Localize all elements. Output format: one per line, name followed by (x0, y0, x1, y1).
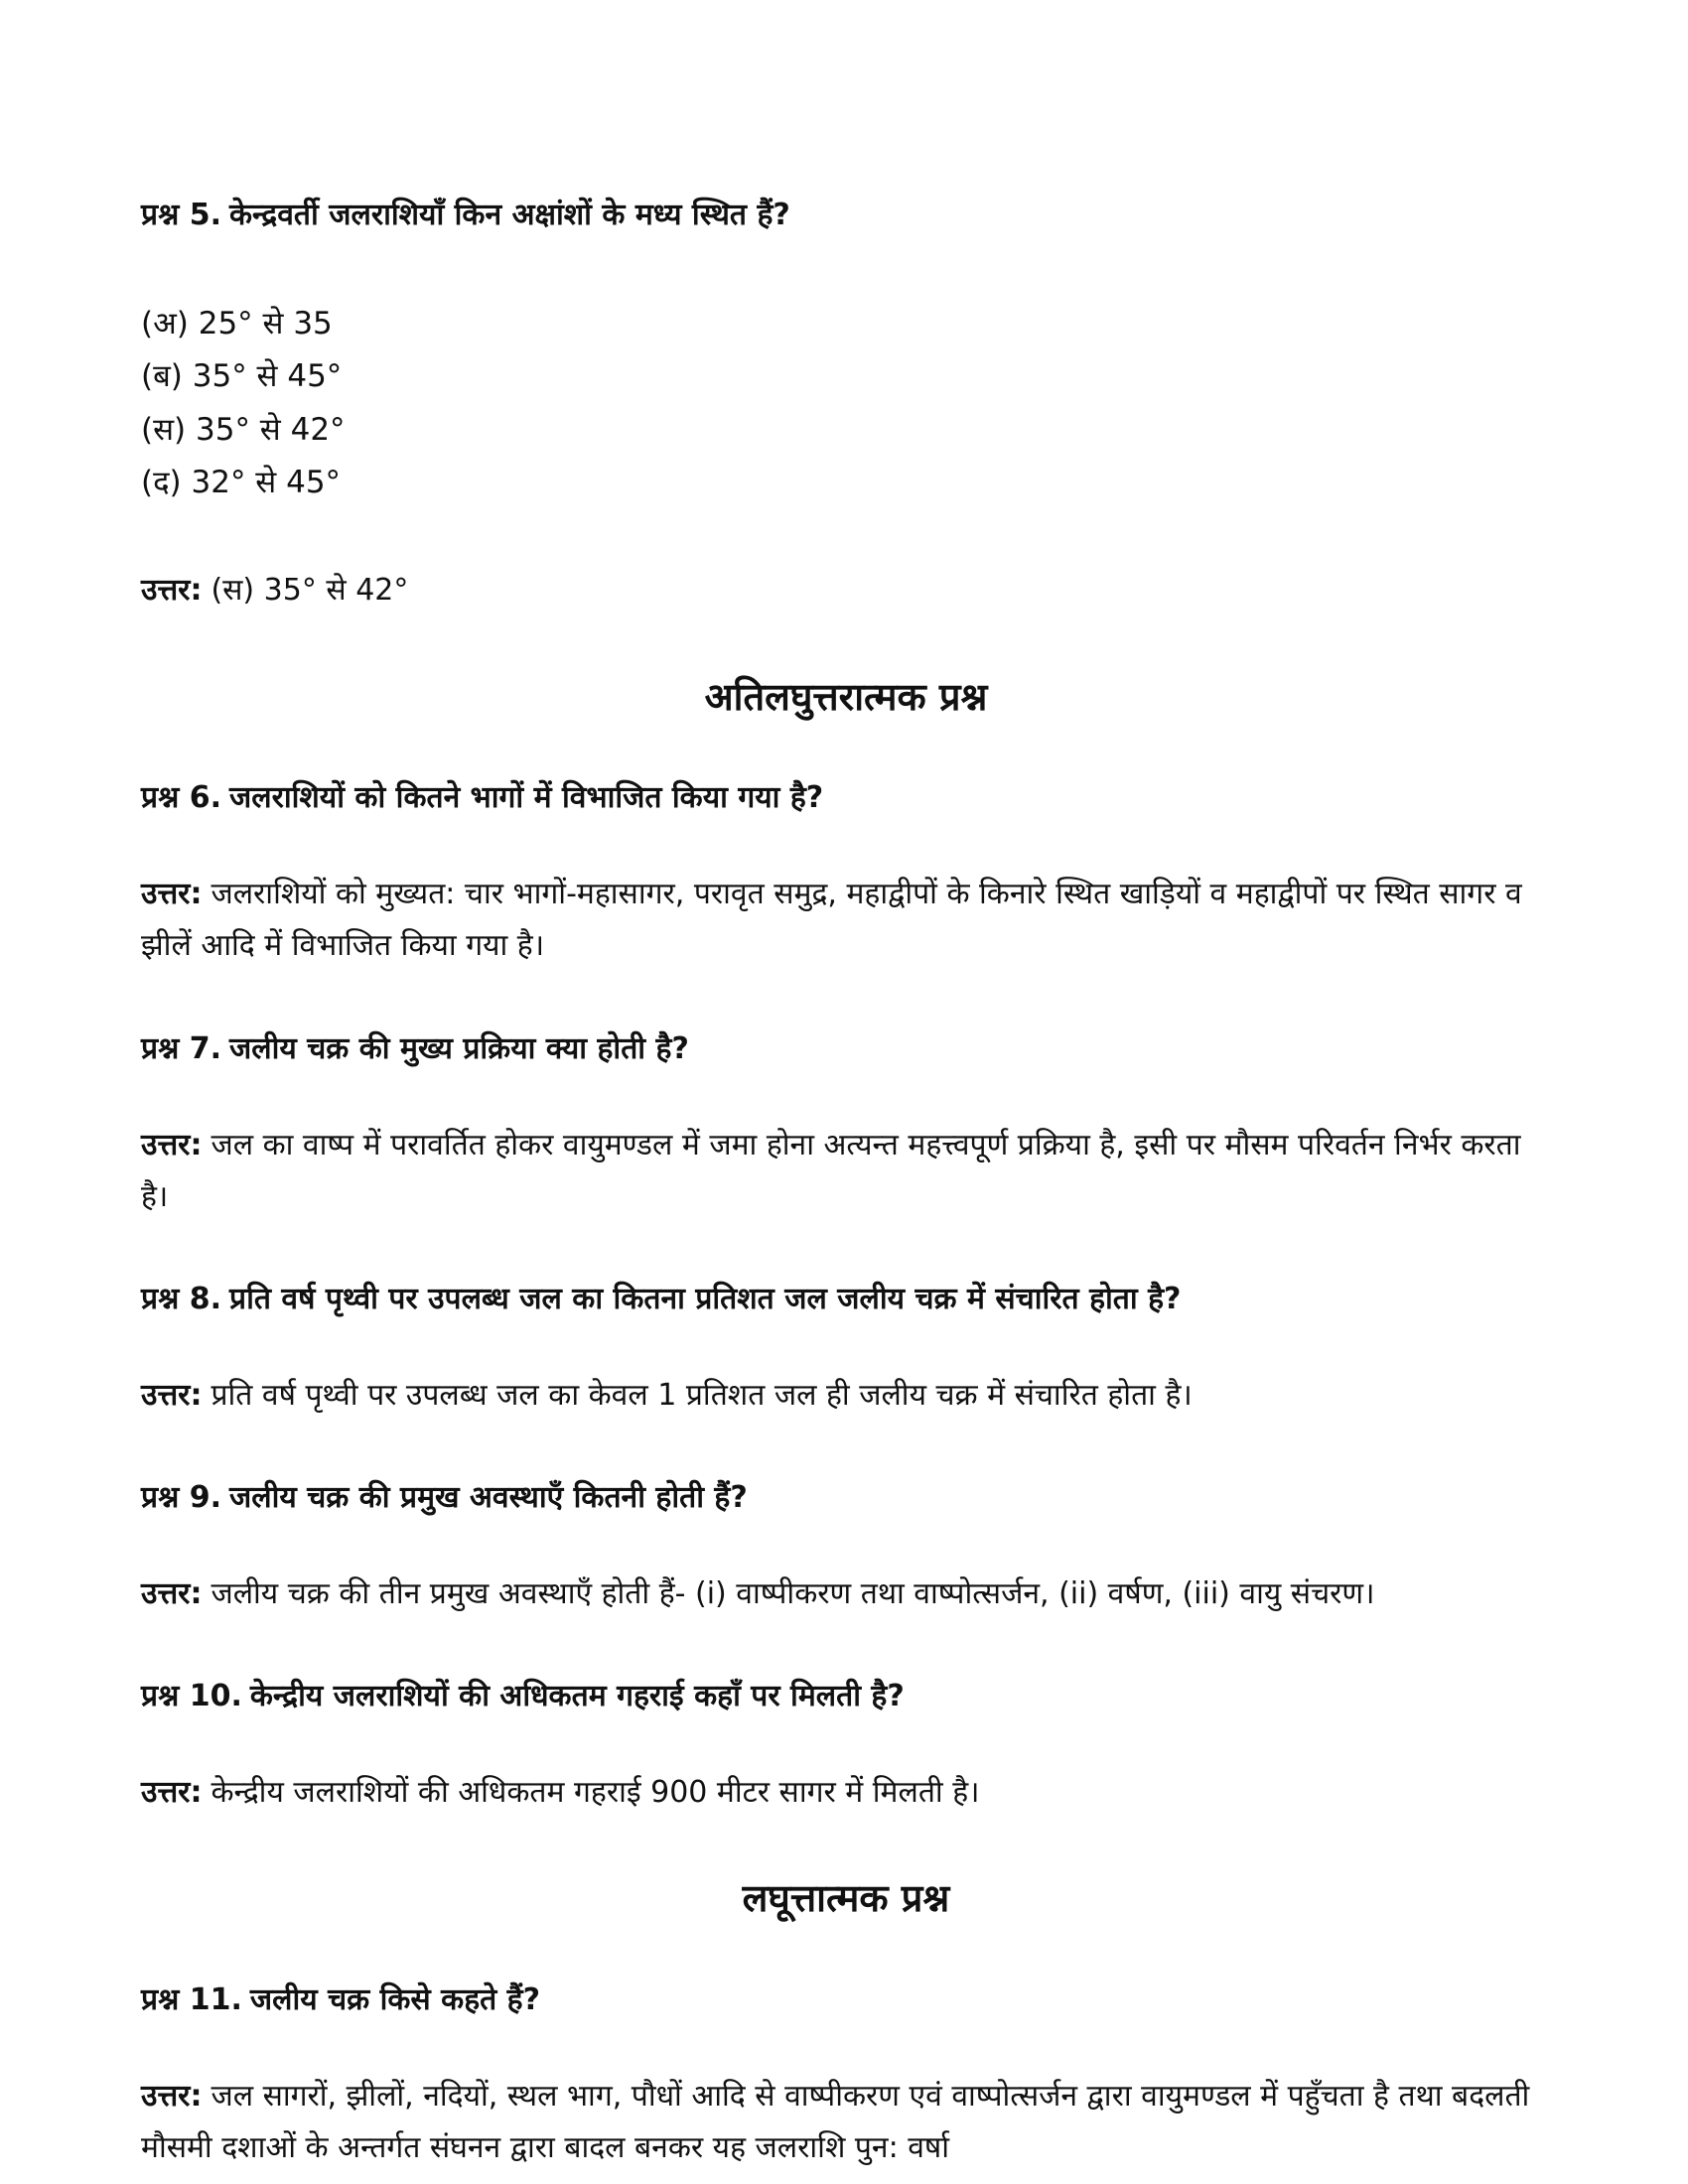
answer-6-text: जलराशियों को मुख्यत: चार भागों-महासागर, परावृत समुद्र, महाद्वीपों के किनारे स्थित खाड़ियों व महाद्वीपों पर स्थित सागर व झीलें आदि में विभाजित किया गया है। (141, 877, 1522, 964)
section-heading-short-questions: लघूत्तात्मक प्रश्न (742, 1876, 950, 1921)
question-9-line (141, 1477, 1551, 1519)
answer-10-label: उत्तर: (141, 1775, 203, 1811)
question-7-text: जलीय चक्र की मुख्य प्रक्रिया क्या होती है? (229, 1030, 689, 1066)
question-5-label: प्रश्न 5. (141, 198, 221, 232)
question-9-text: जलीय चक्र की प्रमुख अवस्थाएँ कितनी होती हैं? (229, 1480, 748, 1516)
question-5-text: केन्द्रवर्ती जलराशियाँ किन अक्षांशों के मध्य स्थित हैं? (229, 198, 790, 232)
answer-11-paragraph (141, 2071, 1551, 2174)
answer-8-paragraph (141, 1370, 1551, 1422)
question-8-line (141, 1279, 1551, 1320)
option-a: (अ) 25° से 35 (141, 306, 333, 341)
question-11-label: प्रश्न 11. (141, 1981, 242, 2017)
option-c: (स) 35° से 42° (141, 411, 346, 448)
answer-6-label: उत्तर: (141, 877, 203, 912)
answer-6-paragraph (141, 869, 1551, 972)
question-10-label: प्रश्न 10. (141, 1679, 242, 1714)
answer-8-text: प्रति वर्ष पृथ्वी पर उपलब्ध जल का केवल 1 प्रतिशत जल ही जलीय चक्र में संचारित होता है। (211, 1377, 1193, 1413)
question-6-label: प्रश्न 6. (141, 780, 221, 816)
answer-7-paragraph (141, 1120, 1551, 1223)
question-7-label: प्रश्न 7. (141, 1030, 221, 1066)
answer-11-label: उत्तर: (141, 2078, 203, 2114)
question-10-line (141, 1676, 1551, 1717)
question-8-label: प्रश्न 8. (141, 1281, 221, 1316)
section-heading-very-short-questions: अतिलघुत्तरात्मक प्रश्न (704, 674, 988, 719)
option-b: (ब) 35° से 45° (141, 358, 343, 395)
answer-10-paragraph (141, 1767, 1551, 1819)
question-6-text: जलराशियों को कितने भागों में विभाजित किया गया है? (229, 780, 824, 816)
question-11-line (141, 1979, 1551, 2021)
question-6-line (141, 777, 1551, 819)
answer-11-text: जल सागरों, झीलों, नदियों, स्थल भाग, पौधों आदि से वाष्पीकरण एवं वाष्पोत्सर्जन द्वारा वायुमण्डल में पहुँचता है तथा बदलती मौसमी दशाओं के अन्तर्गत संघनन द्वारा बादल बनकर यह जलराशि पुन: वर्षा (141, 2078, 1530, 2166)
question-10-text: केन्द्रीय जलराशियों की अधिकतम गहराई कहाँ पर मिलती है? (249, 1679, 905, 1714)
answer-10-text: केन्द्रीय जलराशियों की अधिकतम गहराई 900 मीटर सागर में मिलती है। (211, 1775, 980, 1811)
question-8-text: प्रति वर्ष पृथ्वी पर उपलब्ध जल का कितना प्रतिशत जल जलीय चक्र में संचारित होता है? (229, 1281, 1182, 1316)
answer-8-label: उत्तर: (141, 1377, 203, 1413)
question-5-line (141, 195, 1551, 236)
answer-9-label: उत्तर: (141, 1576, 203, 1612)
answer-9-text: जलीय चक्र की तीन प्रमुख अवस्थाएँ होती हैं- (i) वाष्पीकरण तथा वाष्पोत्सर्जन, (ii) वर्षण, (iii) वायु संचरण। (211, 1576, 1375, 1612)
answer-7-text: जल का वाष्प में परावर्तित होकर वायुमण्डल में जमा होना अत्यन्त महत्त्वपूर्ण प्रक्रिया है, इसी पर मौसम परिवर्तन निर्भर करता है। (141, 1127, 1521, 1214)
answer-5-label: उत्तर: (141, 573, 203, 609)
question-5-answer (141, 565, 1551, 617)
question-5-options (141, 298, 1551, 509)
question-7-line (141, 1028, 1551, 1070)
answer-7-label: उत्तर: (141, 1127, 203, 1162)
answer-9-paragraph (141, 1569, 1551, 1620)
question-9-label: प्रश्न 9. (141, 1480, 221, 1516)
question-11-text: जलीय चक्र किसे कहते हैं? (249, 1981, 541, 2017)
answer-5-text: (स) 35° से 42° (211, 573, 409, 609)
option-d: (द) 32° से 45° (141, 464, 342, 500)
